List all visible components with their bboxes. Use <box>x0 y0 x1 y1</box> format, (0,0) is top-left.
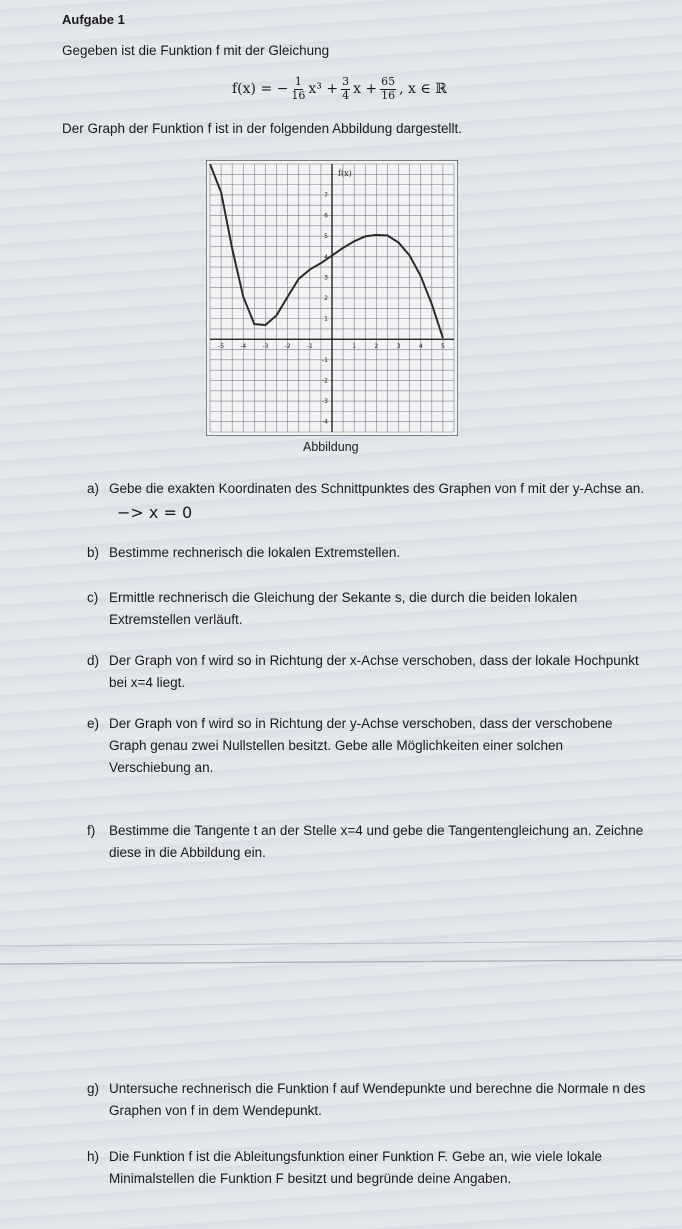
task-text: Die Funktion f ist die Ableitungsfunktion einer Funktion F. Gebe an, wie viele lokale Minimalstellen die Funktion F besitzt und begründe deine Angaben. <box>109 1149 603 1186</box>
fraction-3: $\frac{65}{16}$ <box>381 75 396 102</box>
y-tick-label: 5 <box>324 233 328 241</box>
formula-term-1: x³ + <box>308 80 339 97</box>
task-title: Aufgabe 1 <box>62 12 125 27</box>
task-f <box>87 820 647 864</box>
function-graph <box>206 160 458 436</box>
task-e <box>87 713 647 779</box>
y-tick-label: 3 <box>324 274 328 282</box>
task-h <box>87 1146 647 1190</box>
x-tick-label: 3 <box>396 343 401 351</box>
x-tick-label: -5 <box>218 343 225 351</box>
x-tick-label: 4 <box>418 343 423 351</box>
x-tick-label: -2 <box>284 343 291 351</box>
task-d <box>87 650 647 694</box>
task-a <box>87 478 647 526</box>
task-text: Bestimme rechnerisch die lokalen Extremstellen. <box>109 545 401 560</box>
y-tick-label: 2 <box>324 295 328 302</box>
task-text: Untersuche rechnerisch die Funktion f auf Wendepunkte und berechne die Normale n des Graphen von f in dem Wendepunkt. <box>109 1081 646 1118</box>
task-label: f) <box>87 823 96 838</box>
y-tick-label: -2 <box>322 377 328 385</box>
y-tick-label: -1 <box>322 356 328 364</box>
task-label: c) <box>87 590 99 605</box>
task-label: g) <box>87 1081 100 1096</box>
intro-text: Gegeben ist die Funktion f mit der Gleichung <box>62 43 330 58</box>
task-text: Der Graph von f wird so in Richtung der x-Achse verschoben, dass der lokale Hochpunkt bei x=4 liegt. <box>109 653 639 690</box>
task-label: b) <box>87 545 100 560</box>
x-tick-label: 5 <box>440 343 445 351</box>
figure-caption: Abbildung <box>303 440 359 454</box>
x-tick-label: -4 <box>240 343 247 351</box>
y-tick-label: 7 <box>324 191 328 199</box>
y-tick-label: -4 <box>322 418 328 426</box>
task-text: Der Graph von f wird so in Richtung der y-Achse verschoben, dass der verschobene Graph genau zwei Nullstellen besitzt. Gebe alle Möglichkeiten einer solchen Verschiebung an. <box>109 716 613 775</box>
fraction-1: $\frac{1}{16}$ <box>291 75 306 102</box>
handwritten-note: −> x = 0 <box>117 502 193 522</box>
x-tick-label: -1 <box>306 343 313 351</box>
task-label: h) <box>87 1149 100 1164</box>
y-tick-label: 6 <box>324 212 328 220</box>
x-tick-label: 1 <box>352 343 357 351</box>
task-label: a) <box>87 481 100 496</box>
formula-domain: , x ∈ ℝ <box>399 80 447 97</box>
y-tick-label: 1 <box>324 315 328 323</box>
task-g <box>87 1078 647 1122</box>
formula-term-2: x + <box>353 80 378 97</box>
x-tick-label: -3 <box>262 343 269 351</box>
x-tick-label: 2 <box>374 343 379 351</box>
formula-lhs: f(x) = − <box>232 80 289 97</box>
task-text: Bestimme die Tangente t an der Stelle x=4 und gebe die Tangentengleichung an. Zeichne diese in die Abbildung ein. <box>109 823 644 860</box>
fraction-2: $\frac{3}{4}$ <box>342 75 350 102</box>
task-text: Ermittle rechnerisch die Gleichung der Sekante s, die durch die beiden lokalen Extremstellen verläuft. <box>109 590 578 627</box>
task-label: e) <box>87 716 100 731</box>
graph-intro-text: Der Graph der Funktion f ist in der folgenden Abbildung dargestellt. <box>62 121 462 136</box>
y-tick-label: 4 <box>324 253 328 261</box>
y-axis-label: f(x) <box>338 169 352 178</box>
task-c <box>87 587 647 631</box>
task-b <box>87 542 647 564</box>
task-text: Gebe die exakten Koordinaten des Schnittpunktes des Graphen von f mit der y-Achse an. <box>109 481 645 496</box>
y-tick-label: -3 <box>322 398 328 406</box>
task-label: d) <box>87 653 100 668</box>
function-formula <box>232 76 447 102</box>
screen-moire-band <box>0 938 682 968</box>
